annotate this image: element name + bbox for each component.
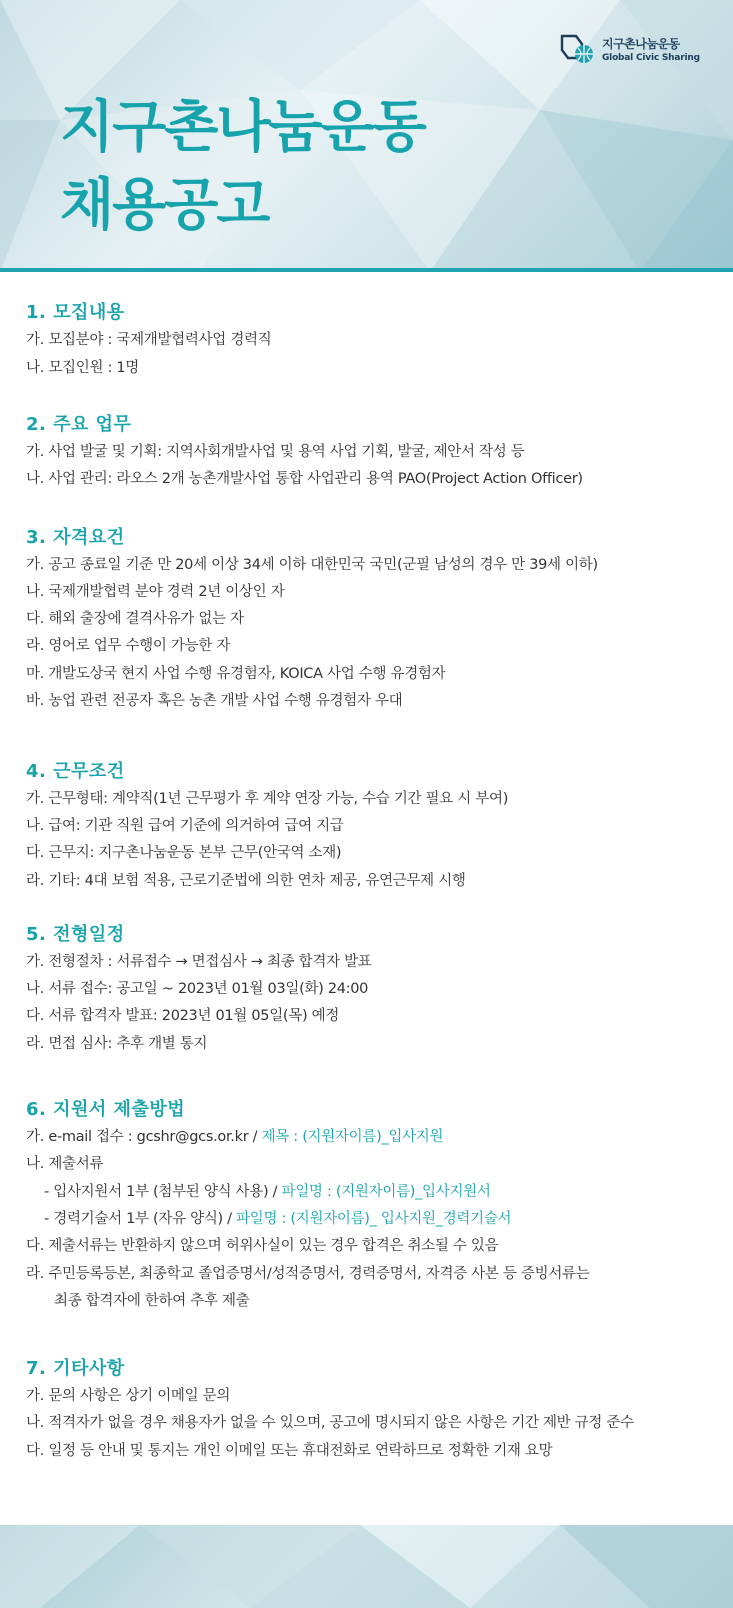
list-item: 나. 사업 관리: 라오스 2개 농촌개발사업 통합 사업관리 용역 PAO(Project Action Officer)	[26, 471, 583, 487]
filename-format: 파일명 : (지원자이름)_입사지원서	[281, 1184, 491, 1200]
list-item: 라. 기타: 4대 보험 적용, 근로기준법에 의한 연차 제공, 유연근무제 시행	[26, 873, 466, 889]
page-title-line-1: 지구촌나눔운동	[60, 95, 425, 160]
section-heading: 3. 자격요건	[26, 527, 125, 548]
header-banner	[0, 0, 733, 272]
logo-name-english: Global Civic Sharing	[602, 53, 700, 63]
list-item: 바. 농업 관련 전공자 혹은 농촌 개발 사업 수행 유경험자 우대	[26, 693, 403, 709]
list-item: 다. 근무지: 지구촌나눔운동 본부 근무(안국역 소재)	[26, 845, 342, 861]
section-heading: 7. 기타사항	[26, 1358, 125, 1379]
list-item: 라. 영어로 업무 수행이 가능한 자	[26, 638, 231, 654]
list-item: 나. 적격자가 없을 경우 채용자가 없을 수 있으며, 공고에 명시되지 않은 사항은 기간 제반 규정 준수	[26, 1415, 634, 1431]
list-item: 마. 개발도상국 현지 사업 수행 유경험자, KOICA 사업 수행 유경험자	[26, 666, 446, 682]
item-text: 가. e-mail 접수 : gcshr@gcs.or.kr /	[26, 1129, 262, 1145]
list-item: 다. 해외 출장에 결격사유가 없는 자	[26, 611, 244, 627]
list-item: 가. 모집분야 : 국제개발협력사업 경력직	[26, 332, 272, 348]
list-item: 가. 문의 사항은 상기 이메일 문의	[26, 1388, 231, 1404]
item-text: - 경력기술서 1부 (자유 양식) /	[44, 1211, 237, 1227]
list-item: 다. 제출서류는 반환하지 않으며 허위사실이 있는 경우 합격은 취소될 수 있음	[26, 1238, 499, 1254]
org-logo	[560, 32, 720, 68]
list-item: 나. 제출서류	[26, 1156, 104, 1172]
list-item: 다. 서류 합격자 발표: 2023년 01월 05일(목) 예정	[26, 1008, 340, 1024]
footer-banner	[0, 1525, 733, 1608]
page-title-line-2: 채용공고	[60, 173, 269, 238]
list-item: 가. 공고 종료일 기준 만 20세 이상 34세 이하 대한민국 국민(군필 남성의 경우 만 39세 이하)	[26, 557, 598, 573]
section-heading: 2. 주요 업무	[26, 414, 132, 435]
list-item: 다. 일정 등 안내 및 통지는 개인 이메일 또는 휴대전화로 연락하므로 정확한 기재 요망	[26, 1443, 553, 1459]
list-item: 나. 국제개발협력 분야 경력 2년 이상인 자	[26, 584, 285, 600]
filename-format: 파일명 : (지원자이름)_ 입사지원_경력기술서	[236, 1211, 512, 1227]
email-subject-format: 제목 : (지원자이름)_입사지원	[261, 1129, 444, 1145]
list-item	[26, 1125, 443, 1146]
list-item: 가. 전형절차 : 서류접수 → 면접심사 → 최종 합격자 발표	[26, 954, 372, 970]
item-text: - 입사지원서 1부 (첨부된 양식 사용) /	[44, 1184, 282, 1200]
section-heading: 1. 모집내용	[26, 302, 125, 323]
list-item: 최종 합격자에 한하여 추후 제출	[54, 1293, 250, 1309]
list-item: 나. 급여: 기관 직원 급여 기준에 의거하여 급여 지급	[26, 818, 344, 834]
globe-logo-icon	[560, 32, 596, 66]
list-item: 라. 주민등록등본, 최종학교 졸업증명서/성적증명서, 경력증명서, 자격증 사본 등 증빙서류는	[26, 1266, 590, 1282]
list-item: 나. 서류 접수: 공고일 ~ 2023년 01월 03일(화) 24:00	[26, 981, 369, 997]
section-heading: 4. 근무조건	[26, 761, 125, 782]
list-item: 가. 근무형태: 계약직(1년 근무평가 후 계약 연장 가능, 수습 기간 필요 시 부여)	[26, 791, 509, 807]
list-item: 라. 면접 심사: 추후 개별 통지	[26, 1036, 208, 1052]
section-heading: 5. 전형일정	[26, 924, 125, 945]
list-item: 가. 사업 발굴 및 기획: 지역사회개발사업 및 용역 사업 기획, 발굴, 제안서 작성 등	[26, 444, 525, 460]
section-heading: 6. 지원서 제출방법	[26, 1099, 186, 1120]
logo-name-korean: 지구촌나눔운동	[602, 37, 680, 51]
list-item: 나. 모집인원 : 1명	[26, 360, 139, 376]
list-item	[44, 1207, 511, 1228]
list-item	[44, 1180, 491, 1201]
footer-polygon-background	[0, 1525, 733, 1608]
header-divider	[0, 268, 733, 272]
